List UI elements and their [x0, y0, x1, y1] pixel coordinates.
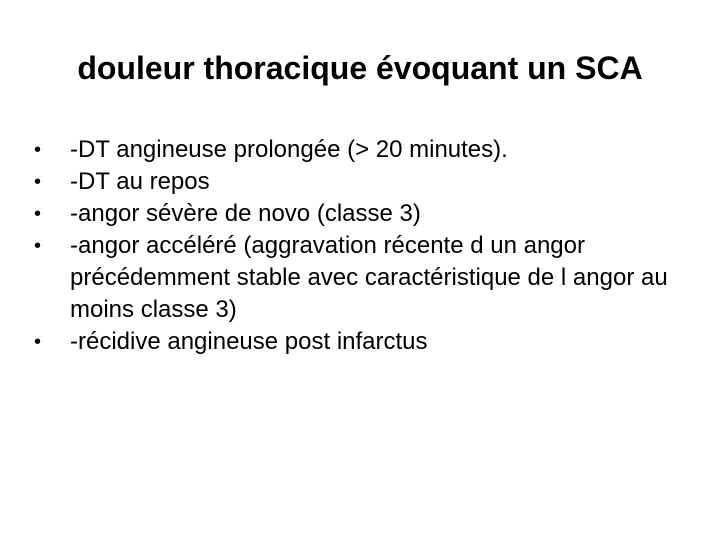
bullet-text: -DT angineuse prolongée (> 20 minutes). — [70, 136, 508, 163]
bullet-point-icon: • — [34, 171, 42, 193]
bullet-text: -angor accéléré (aggravation récente d un angor précédemment stable avec caractéristique de l angor au moins classe 3) — [70, 232, 668, 323]
bullet-text: -angor sévère de novo (classe 3) — [70, 200, 421, 227]
bullet-text: -DT au repos — [70, 168, 210, 195]
bullet-item — [34, 198, 684, 230]
bullet-point-icon: • — [34, 139, 42, 161]
bullet-item — [34, 230, 684, 326]
slide-title: douleur thoracique évoquant un SCA — [77, 50, 643, 86]
bullet-text: -récidive angineuse post infarctus — [70, 328, 428, 355]
bullet-item — [34, 326, 684, 358]
bullet-point-icon: • — [34, 331, 42, 353]
bullet-item — [34, 166, 684, 198]
bullet-point-icon: • — [34, 203, 42, 225]
bullet-list — [34, 134, 684, 358]
bullet-item — [34, 134, 684, 166]
bullet-point-icon: • — [34, 235, 42, 257]
